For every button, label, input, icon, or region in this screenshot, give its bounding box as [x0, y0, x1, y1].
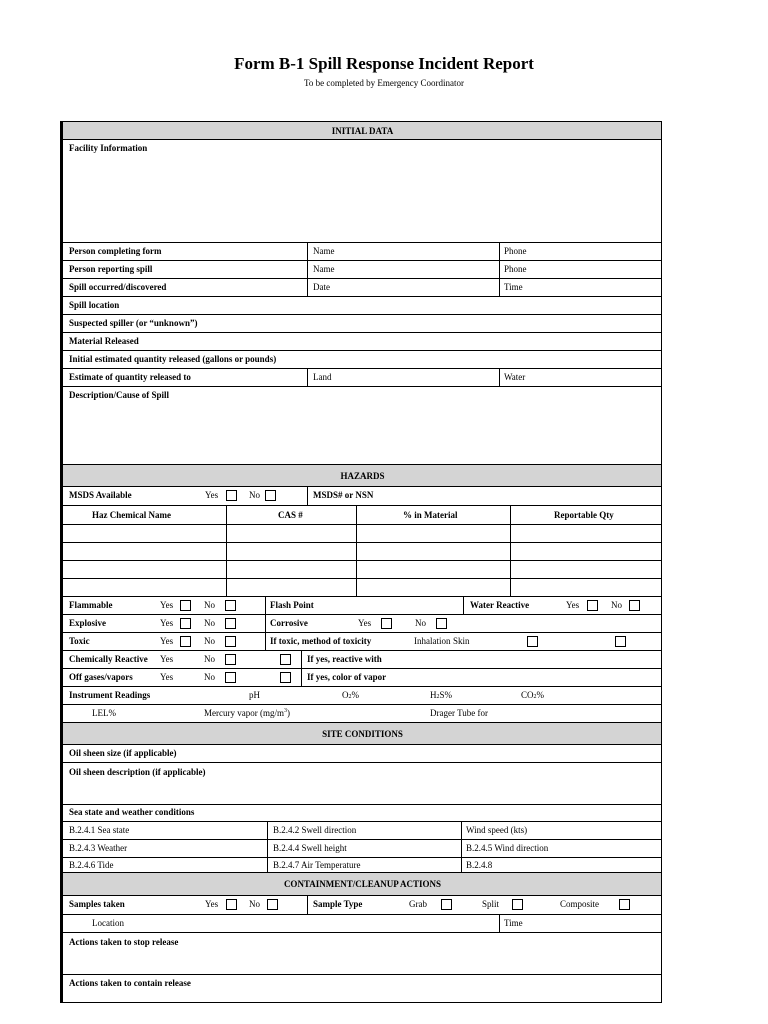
samples-no-checkbox[interactable] [267, 899, 278, 910]
toxic-yes-checkbox[interactable] [180, 636, 191, 647]
off-gases-yes-label: Yes [160, 672, 174, 682]
flammable-row [63, 597, 662, 615]
sample-type-label: Sample Type [313, 899, 363, 909]
instrument-row [63, 687, 662, 705]
msds-no-label: No [249, 490, 260, 500]
form-subtitle: To be completed by Emergency Coordinator [304, 78, 464, 88]
location-row [63, 915, 662, 933]
o2-label[interactable]: O2% [342, 690, 359, 700]
msds-yes-checkbox[interactable] [226, 490, 237, 501]
contain-release-row[interactable] [63, 975, 662, 1003]
sheen-desc-row[interactable] [63, 763, 662, 805]
section-hazards [63, 465, 662, 487]
off-gases-label: Off gases/vapors [69, 672, 133, 682]
water-field[interactable]: Water [504, 372, 526, 382]
stop-release-label: Actions taken to stop release [69, 937, 179, 947]
msds-label: MSDS Available [69, 490, 132, 500]
table-row[interactable] [63, 579, 662, 597]
msds-number-label: MSDS# or NSN [313, 490, 374, 500]
chem-reactive-label: Chemically Reactive [69, 654, 148, 664]
flammable-no-label: No [204, 600, 215, 610]
explosive-label: Explosive [69, 618, 107, 628]
spill-location-row[interactable] [63, 297, 662, 315]
co2-label[interactable]: CO2% [521, 690, 545, 700]
water-reactive-no-checkbox[interactable] [629, 600, 640, 611]
material-released-row[interactable] [63, 333, 662, 351]
site-row-3 [63, 858, 662, 873]
corrosive-label: Corrosive [270, 618, 308, 628]
location-time-field[interactable]: Time [504, 918, 523, 928]
toxic-label: Toxic [69, 636, 90, 646]
flammable-label: Flammable [69, 600, 113, 610]
off-gases-no-checkbox[interactable] [225, 672, 236, 683]
b248-field[interactable]: B.2.4.8 [466, 860, 493, 870]
b246-field[interactable]: B.2.4.6 Tide [69, 860, 114, 870]
composite-label: Composite [560, 899, 600, 909]
flammable-yes-checkbox[interactable] [180, 600, 191, 611]
flammable-no-checkbox[interactable] [225, 600, 236, 611]
off-gases-row [63, 669, 662, 687]
b241-field[interactable]: B.2.4.1 Sea state [69, 825, 130, 835]
form-title: Form B-1 Spill Response Incident Report [234, 54, 534, 73]
table-row[interactable] [63, 525, 662, 543]
sea-state-label: Sea state and weather conditions [69, 807, 195, 817]
facility-info-row[interactable] [63, 140, 662, 243]
person-reporting-name-field[interactable]: Name [313, 264, 335, 274]
facility-info-label: Facility Information [69, 143, 148, 153]
chem-reactive-no-label: No [204, 654, 215, 664]
chem-reactive-no-checkbox[interactable] [225, 654, 236, 665]
corrosive-no-label: No [415, 618, 426, 628]
section-initial-data-heading: INITIAL DATA [331, 125, 394, 136]
chem-reactive-yes-label: Yes [160, 654, 174, 664]
lel-row [63, 705, 662, 723]
spill-occurred-row [63, 279, 662, 297]
person-reporting-phone-field[interactable]: Phone [504, 264, 527, 274]
toxic-no-label: No [204, 636, 215, 646]
initial-qty-row[interactable] [63, 351, 662, 369]
spill-location-label: Spill location [69, 300, 120, 310]
person-completing-name-field[interactable]: Name [313, 246, 335, 256]
section-initial-data [63, 122, 662, 140]
spill-report-form [60, 121, 662, 1003]
grab-checkbox[interactable] [441, 899, 452, 910]
composite-checkbox[interactable] [619, 899, 630, 910]
flash-point-label: Flash Point [270, 600, 314, 610]
msds-no-checkbox[interactable] [265, 490, 276, 501]
description-label: Description/Cause of Spill [69, 390, 170, 400]
ph-label[interactable]: pH [249, 690, 260, 700]
toxic-row [63, 633, 662, 651]
sheen-size-row[interactable] [63, 745, 662, 763]
col-reportable-qty: Reportable Qty [554, 510, 614, 520]
section-containment-heading: CONTAINMENT/CLEANUP ACTIONS [283, 879, 442, 889]
explosive-yes-checkbox[interactable] [180, 618, 191, 629]
suspected-spiller-label: Suspected spiller (or “unknown”) [69, 318, 198, 328]
off-gases-no-label: No [204, 672, 215, 682]
mercury-vapor-label[interactable]: Mercury vapor $(mg/m^3)$ [204, 708, 290, 718]
person-reporting-row [63, 261, 662, 279]
location-field[interactable]: Location [92, 918, 124, 928]
spill-occurred-label: Spill occurred/discovered [69, 282, 167, 292]
explosive-no-label: No [204, 618, 215, 628]
skin-checkbox[interactable] [615, 636, 626, 647]
col-chem-name: Haz Chemical Name [92, 510, 171, 520]
b243-field[interactable]: B.2.4.3 Weather [69, 843, 128, 853]
table-row[interactable] [63, 561, 662, 579]
h2s-label[interactable]: H2S% [430, 690, 453, 700]
b244-field[interactable]: B.2.4.4 Swell height [273, 843, 347, 853]
inhalation-checkbox[interactable] [527, 636, 538, 647]
section-site-conditions [63, 723, 662, 745]
site-row-2 [63, 840, 662, 858]
table-row[interactable] [63, 543, 662, 561]
wind-speed-field[interactable]: Wind speed (kts) [466, 825, 528, 835]
explosive-row [63, 615, 662, 633]
sheen-desc-label: Oil sheen description (if applicable) [69, 767, 206, 777]
water-reactive-yes-checkbox[interactable] [587, 600, 598, 611]
contain-release-label: Actions taken to contain release [69, 978, 191, 988]
lel-label[interactable]: LEL% [92, 708, 116, 718]
stop-release-row[interactable] [63, 933, 662, 975]
chem-reactive-yes-checkbox[interactable] [280, 654, 291, 665]
toxic-yes-label: Yes [160, 636, 174, 646]
skin-label: Skin [453, 636, 470, 646]
person-completing-row [63, 243, 662, 261]
sea-state-row [63, 805, 662, 822]
land-field[interactable]: Land [313, 372, 332, 382]
inhalation-label: Inhalation [414, 636, 451, 646]
chem-reactive-row [63, 651, 662, 669]
spill-date-field[interactable]: Date [313, 282, 330, 292]
vapor-color-label: If yes, color of vapor [307, 672, 387, 682]
estimate-to-row [63, 369, 662, 387]
water-reactive-label: Water Reactive [470, 600, 530, 610]
flammable-yes-label: Yes [160, 600, 174, 610]
suspected-spiller-row[interactable] [63, 315, 662, 333]
section-site-heading: SITE CONDITIONS [322, 728, 403, 739]
water-reactive-no-label: No [611, 600, 622, 610]
person-reporting-label: Person reporting spill [69, 264, 153, 274]
grab-label: Grab [409, 899, 427, 909]
person-completing-label: Person completing form [69, 246, 162, 256]
description-row[interactable] [63, 387, 662, 465]
split-label: Split [482, 899, 500, 909]
samples-yes-checkbox[interactable] [226, 899, 237, 910]
explosive-no-checkbox[interactable] [225, 618, 236, 629]
col-cas: CAS # [278, 510, 303, 520]
estimate-to-label: Estimate of quantity released to [69, 372, 191, 382]
section-containment [63, 873, 662, 896]
msds-yes-label: Yes [205, 490, 219, 500]
split-checkbox[interactable] [512, 899, 523, 910]
samples-yes-label: Yes [205, 899, 219, 909]
b245-field[interactable]: B.2.4.5 Wind direction [466, 843, 549, 853]
sheen-size-label: Oil sheen size (if applicable) [69, 748, 177, 758]
drager-tube-label[interactable]: Drager Tube for [430, 708, 488, 718]
reactive-with-label: If yes, reactive with [307, 654, 382, 664]
samples-label: Samples taken [69, 899, 125, 909]
instrument-label: Instrument Readings [69, 690, 151, 700]
corrosive-no-checkbox[interactable] [436, 618, 447, 629]
explosive-yes-label: Yes [160, 618, 174, 628]
site-row-1 [63, 822, 662, 840]
material-released-label: Material Released [69, 336, 139, 346]
off-gases-yes-checkbox[interactable] [280, 672, 291, 683]
samples-no-label: No [249, 899, 260, 909]
section-hazards-heading: HAZARDS [340, 470, 385, 481]
corrosive-yes-checkbox[interactable] [381, 618, 392, 629]
msds-row [63, 487, 662, 506]
b242-field[interactable]: B.2.4.2 Swell direction [273, 825, 357, 835]
chem-table-header [63, 506, 662, 525]
corrosive-yes-label: Yes [358, 618, 372, 628]
samples-row [63, 896, 662, 915]
col-pct-material: % in Material [403, 510, 458, 520]
initial-qty-label: Initial estimated quantity released (gallons or pounds) [69, 354, 277, 364]
water-reactive-yes-label: Yes [566, 600, 580, 610]
b247-field[interactable]: B.2.4.7 Air Temperature [273, 860, 361, 870]
toxic-no-checkbox[interactable] [225, 636, 236, 647]
toxicity-method-label: If toxic, method of toxicity [270, 636, 372, 646]
spill-time-field[interactable]: Time [504, 282, 523, 292]
person-completing-phone-field[interactable]: Phone [504, 246, 527, 256]
